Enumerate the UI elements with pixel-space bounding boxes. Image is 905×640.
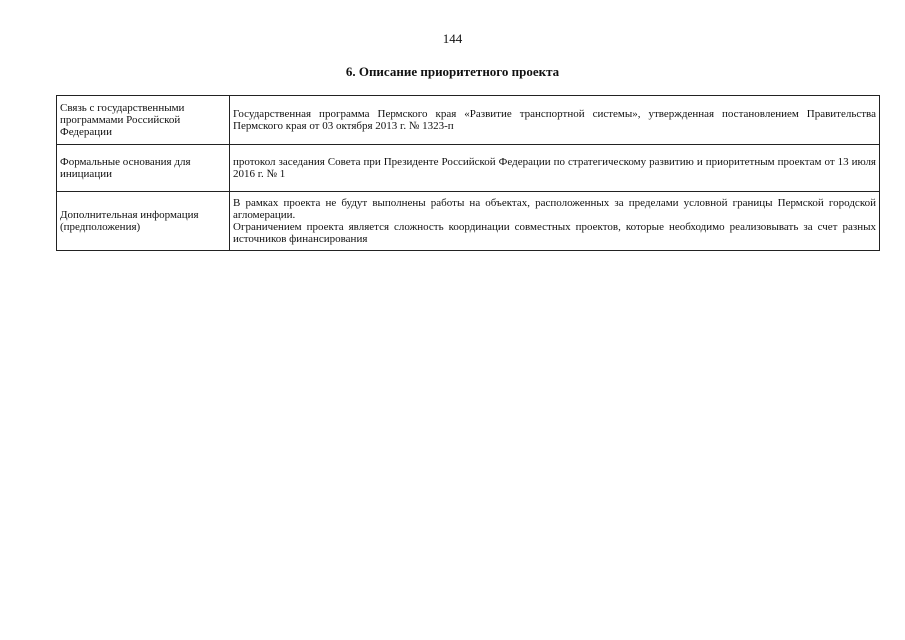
row-value <box>230 192 880 251</box>
row-label: Формальные основания для инициации <box>57 145 230 192</box>
page-number: 144 <box>442 31 463 46</box>
row-value <box>230 96 880 145</box>
table-row <box>57 145 880 192</box>
project-description-table <box>56 95 880 251</box>
row-value-text: Государственная программа Пермского края «Развитие транспортной системы», утвержденная постановлением Правительства Пермского края от 03 октября 2013 г. № 1323-п <box>233 108 876 132</box>
section-title: 6. Описание приоритетного проекта <box>345 64 560 79</box>
row-value-text: протокол заседания Совета при Президенте Российской Федерации по стратегическому развитию и приоритетным проектам от 13 июля 2016 г. № 1 <box>233 156 876 180</box>
row-value-text: В рамках проекта не будут выполнены работы на объектах, расположенных за пределами условной границы Пермской городской агломерации. <box>233 197 876 221</box>
row-label: Дополнительная информация (предположения) <box>57 192 230 251</box>
row-label: Связь с государственными программами Российской Федерации <box>57 96 230 145</box>
row-value-text: Ограничением проекта является сложность координации совместных проектов, которые необходимо реализовывать за счет разных источников финансирования <box>233 221 876 245</box>
table-row <box>57 192 880 251</box>
table-row <box>57 96 880 145</box>
row-value <box>230 145 880 192</box>
